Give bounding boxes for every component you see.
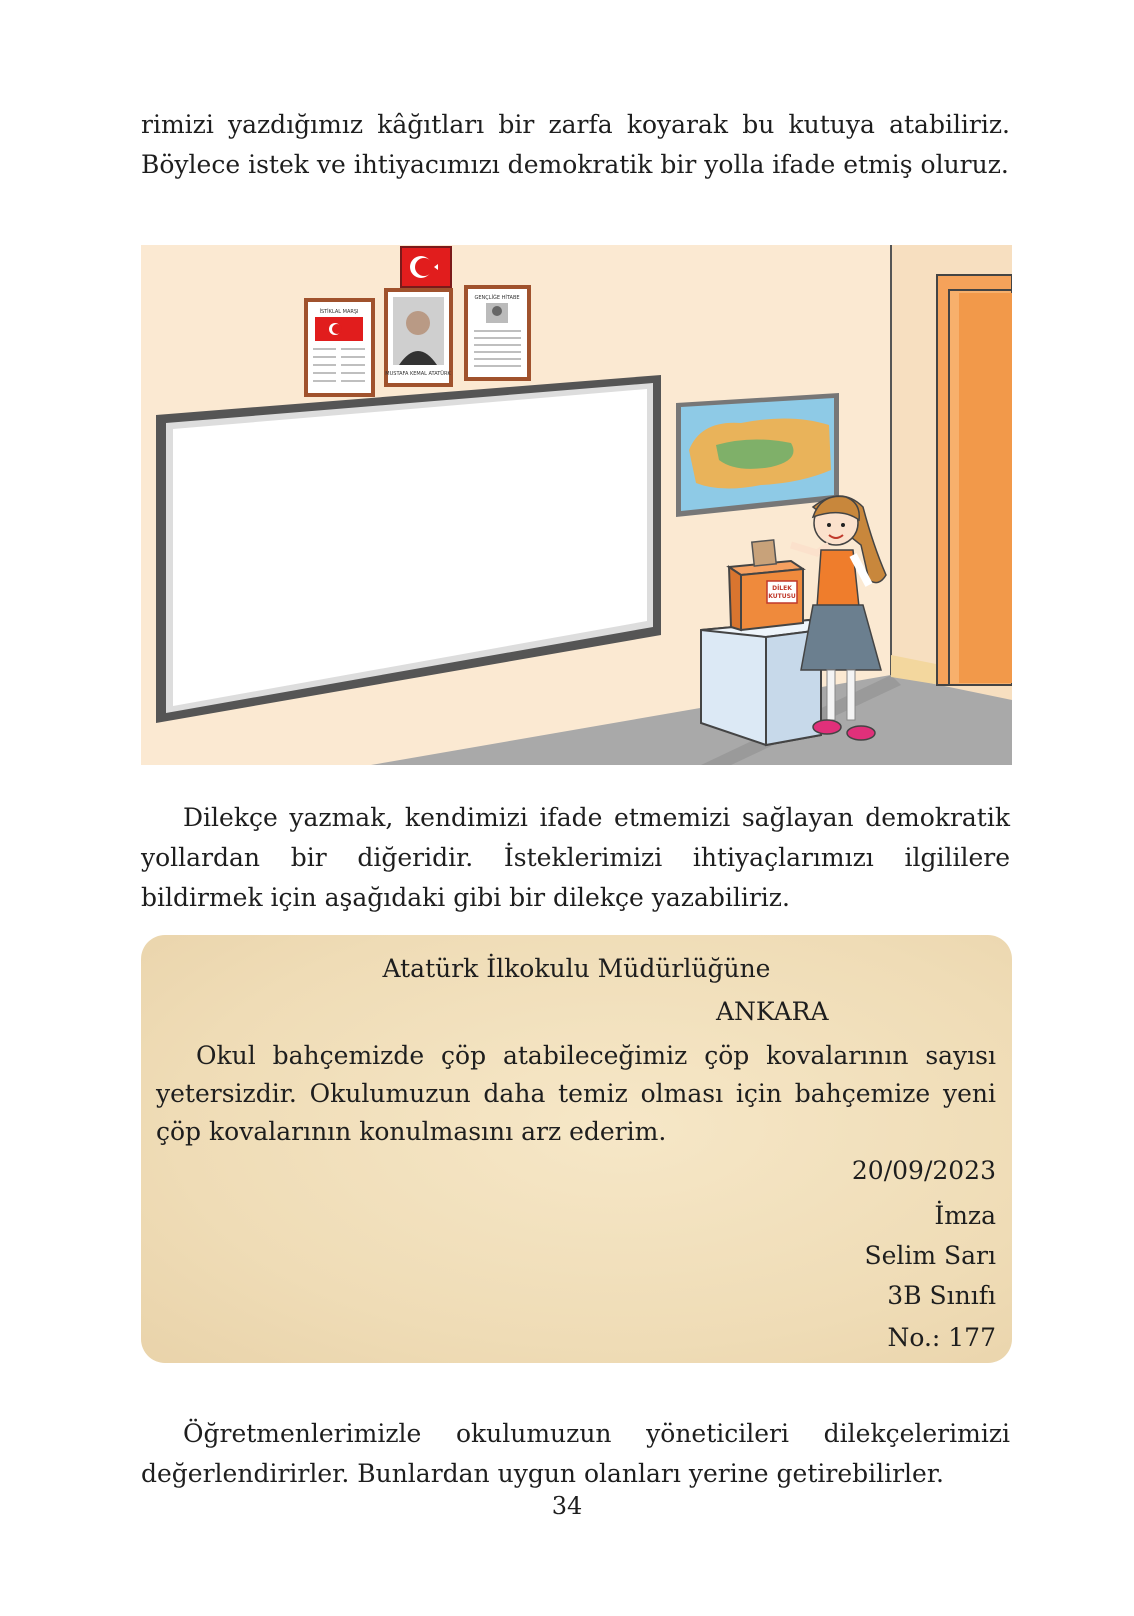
svg-text:DİLEK: DİLEK [772, 585, 792, 592]
paragraph-evaluation: Öğretmenlerimizle okulumuzun yöneticileri dilekçelerimizi değerlendirirler. Bunlardan uygun olanları yerine getirebilirler. [141, 1419, 1010, 1488]
portrait-ataturk [385, 290, 451, 385]
svg-text:İSTİKLAL MARŞI: İSTİKLAL MARŞI [319, 309, 359, 315]
poster-istiklal-marsi [306, 300, 373, 395]
petition-body: Okul bahçemizde çöp atabileceğimiz çöp kovalarının sayısı yetersizdir. Okulumuzun daha temiz olması için bahçemize yeni çöp kovalarının konulmasını arz ederim. [156, 1041, 996, 1146]
intro-paragraph: rimizi yazdığımız kâğıtları bir zarfa koyarak bu kutuya atabiliriz. Böylece istek ve ihtiyacımızı demokratik bir yolla ifade etmiş oluruz. [141, 110, 1010, 179]
page-number: 34 [551, 1492, 583, 1520]
poster-gencllige-hitabe [466, 287, 529, 379]
petition-number: No.: 177 [887, 1323, 996, 1352]
svg-text:MUSTAFA KEMAL ATATÜRK: MUSTAFA KEMAL ATATÜRK [385, 371, 451, 377]
petition-class: 3B Sınıfı [887, 1281, 996, 1310]
sample-petition [141, 935, 1012, 1363]
petition-city: ANKARA [716, 997, 829, 1026]
petition-title: Atatürk İlkokulu Müdürlüğüne [382, 954, 771, 983]
svg-text:GENÇLİĞE HİTABE: GENÇLİĞE HİTABE [474, 295, 520, 301]
svg-text:KUTUSU: KUTUSU [768, 593, 796, 600]
paragraph-petition-intro: Dilekçe yazmak, kendimizi ifade etmemizi sağlayan demokratik yollardan bir diğeridir. İsteklerimizi ihtiyaçlarımızı ilgililere bildirmek için aşağıdaki gibi bir dilekçe yazabiliriz. [141, 803, 1010, 912]
box-stand [701, 620, 821, 745]
petition-date: 20/09/2023 [851, 1156, 996, 1185]
petition-name: Selim Sarı [864, 1241, 996, 1270]
door [937, 275, 1012, 685]
turkey-map [676, 393, 839, 517]
petition-signature: İmza [934, 1201, 996, 1230]
turkish-flag-icon [401, 247, 451, 287]
classroom-illustration [141, 245, 1012, 765]
